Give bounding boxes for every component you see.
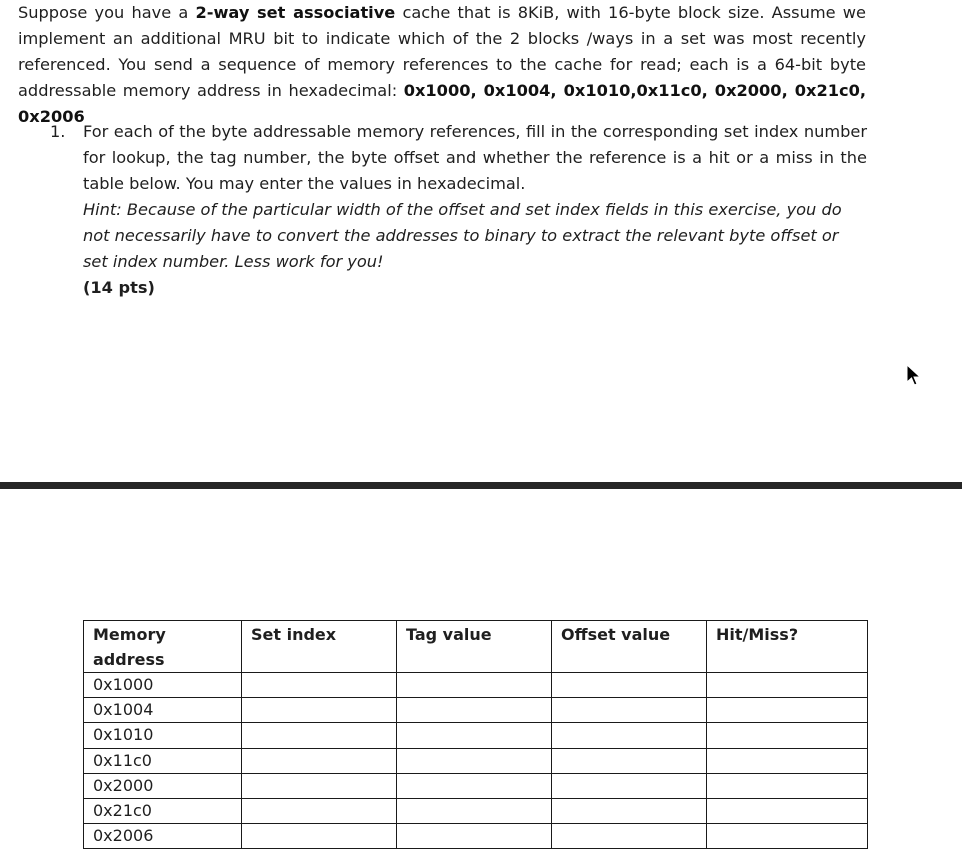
table-row (84, 798, 868, 823)
offset-value-cell[interactable] (552, 798, 707, 823)
address-cell: 0x1010 (84, 723, 242, 748)
question-text: For each of the byte addressable memory references, fill in the corresponding set index number for lookup, the tag number, the byte offset and whether the reference is a hit or a miss in the table below. You may enter the values in hexadecimal. (83, 122, 867, 193)
table-row (84, 673, 868, 698)
table-row (84, 748, 868, 773)
address-cell: 0x11c0 (84, 748, 242, 773)
header-tag-value: Tag value (397, 621, 552, 673)
tag-value-cell[interactable] (397, 698, 552, 723)
hit-miss-cell[interactable] (707, 698, 868, 723)
question-hint: Hint: Because of the particular width of the offset and set index fields in this exercise, you do not necessarily have to convert the addresses to binary to extract the relevant byte offset or set index number. Less work for you! (83, 200, 842, 271)
set-index-cell[interactable] (242, 748, 397, 773)
set-index-cell[interactable] (242, 723, 397, 748)
address-cell: 0x2000 (84, 773, 242, 798)
table-row (84, 824, 868, 849)
address-sequence: 0x1000, 0x1004, 0x1010,0x11c0, 0x2000, 0x21c0, 0x2006 (18, 81, 866, 126)
page-break-divider (0, 482, 962, 489)
question-number: 1. (50, 122, 66, 141)
header-hit-miss: Hit/Miss? (707, 621, 868, 673)
tag-value-cell[interactable] (397, 748, 552, 773)
offset-value-cell[interactable] (552, 773, 707, 798)
tag-value-cell[interactable] (397, 723, 552, 748)
tag-value-cell[interactable] (397, 824, 552, 849)
address-cell: 0x1000 (84, 673, 242, 698)
tag-value-cell[interactable] (397, 673, 552, 698)
intro-emphasis: 2-way set associative (195, 3, 396, 22)
table-row (84, 723, 868, 748)
cache-lookup-table (83, 620, 868, 849)
intro-paragraph (18, 0, 866, 130)
question-body (83, 119, 867, 301)
set-index-cell[interactable] (242, 798, 397, 823)
header-offset-value: Offset value (552, 621, 707, 673)
hit-miss-cell[interactable] (707, 723, 868, 748)
table-header-row (84, 621, 868, 673)
hit-miss-cell[interactable] (707, 824, 868, 849)
tag-value-cell[interactable] (397, 798, 552, 823)
question-points: (14 pts) (83, 278, 155, 297)
offset-value-cell[interactable] (552, 824, 707, 849)
set-index-cell[interactable] (242, 773, 397, 798)
offset-value-cell[interactable] (552, 673, 707, 698)
set-index-cell[interactable] (242, 698, 397, 723)
hit-miss-cell[interactable] (707, 748, 868, 773)
set-index-cell[interactable] (242, 673, 397, 698)
intro-text-middle: cache that is 8KiB, with 16-byte block size. Assume we implement an additional MRU bit to indicate which of the 2 blocks /ways in a set was most recently referenced. You send a sequence of memory references to the cache for read; each is a 64-bit byte addressable memory address in hexadecimal: (18, 3, 866, 100)
tag-value-cell[interactable] (397, 773, 552, 798)
offset-value-cell[interactable] (552, 698, 707, 723)
hit-miss-cell[interactable] (707, 673, 868, 698)
table-row (84, 698, 868, 723)
header-set-index: Set index (242, 621, 397, 673)
address-cell: 0x1004 (84, 698, 242, 723)
address-cell: 0x2006 (84, 824, 242, 849)
hit-miss-cell[interactable] (707, 798, 868, 823)
set-index-cell[interactable] (242, 824, 397, 849)
mouse-pointer-icon (906, 364, 922, 386)
address-cell: 0x21c0 (84, 798, 242, 823)
offset-value-cell[interactable] (552, 723, 707, 748)
header-memory-address: Memory address (84, 621, 242, 673)
table-row (84, 773, 868, 798)
intro-text-start: Suppose you have a (18, 3, 196, 22)
offset-value-cell[interactable] (552, 748, 707, 773)
hit-miss-cell[interactable] (707, 773, 868, 798)
